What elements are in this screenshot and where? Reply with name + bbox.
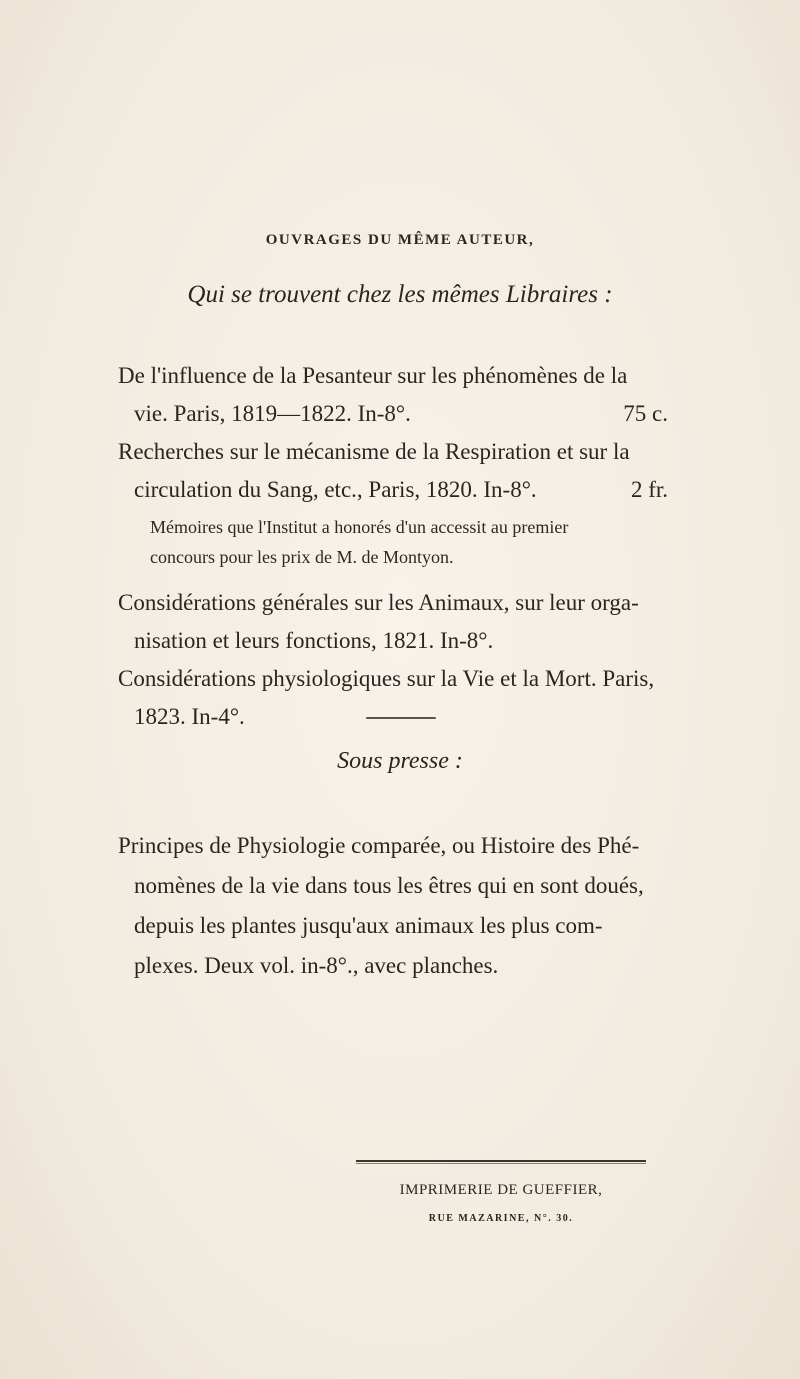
work-1-line-2-text: vie. Paris, 1819—1822. In-8°. bbox=[134, 401, 411, 426]
work-3-line-1: Considérations générales sur les Animaux, sur leur orga- bbox=[118, 590, 639, 615]
work-2-line-1: Recherches sur le mécanisme de la Respiration et sur la bbox=[118, 439, 630, 464]
work-3-line-2: nisation et leurs fonctions, 1821. In-8°. bbox=[134, 628, 494, 653]
in-press-line-1: Principes de Physiologie comparée, ou Histoire des Phé- bbox=[118, 833, 640, 858]
work-entry-3 bbox=[118, 584, 666, 660]
page-subheading: Qui se trouvent chez les mêmes Libraires : bbox=[187, 281, 613, 308]
work-entry-2 bbox=[118, 433, 666, 509]
footer-rule bbox=[356, 1160, 646, 1162]
work-1-line-2 bbox=[118, 395, 666, 433]
work-2-line-2-text: circulation du Sang, etc., Paris, 1820. In-8°. bbox=[134, 477, 537, 502]
in-press-line-3: depuis les plantes jusqu'aux animaux les plus com- bbox=[134, 913, 603, 938]
section-divider bbox=[366, 717, 436, 719]
in-press-entry bbox=[118, 826, 678, 986]
work-2-line-2 bbox=[118, 471, 666, 509]
work-1-line-1: De l'influence de la Pesanteur sur les phénomènes de la bbox=[118, 363, 628, 388]
in-press-line-2: nomènes de la vie dans tous les êtres qui en sont doués, bbox=[134, 873, 644, 898]
footer-rule-thin bbox=[356, 1163, 646, 1164]
page-heading: OUVRAGES DU MÊME AUTEUR, bbox=[265, 232, 535, 248]
work-4-line-1: Considérations physiologiques sur la Vie et la Mort. Paris, bbox=[118, 666, 655, 691]
work-1-price: 75 c. bbox=[623, 401, 668, 426]
work-entry-4 bbox=[118, 660, 666, 736]
work-2-price: 2 fr. bbox=[630, 477, 668, 502]
work-4-line-2: 1823. In-4°. bbox=[134, 704, 245, 729]
section-title: Sous presse : bbox=[337, 748, 463, 774]
in-press-line-4: plexes. Deux vol. in-8°., avec planches. bbox=[134, 953, 499, 978]
work-entry-1 bbox=[118, 357, 666, 433]
work-2-note-line-1: Mémoires que l'Institut a honorés d'un accessit au premier bbox=[150, 517, 569, 537]
work-2-note-line-2: concours pour les prix de M. de Montyon. bbox=[150, 547, 454, 567]
printer-address: RUE MAZARINE, N°. 30. bbox=[428, 1213, 574, 1224]
work-2-note bbox=[150, 512, 670, 572]
printer-name: IMPRIMERIE DE GUEFFIER, bbox=[399, 1182, 603, 1198]
